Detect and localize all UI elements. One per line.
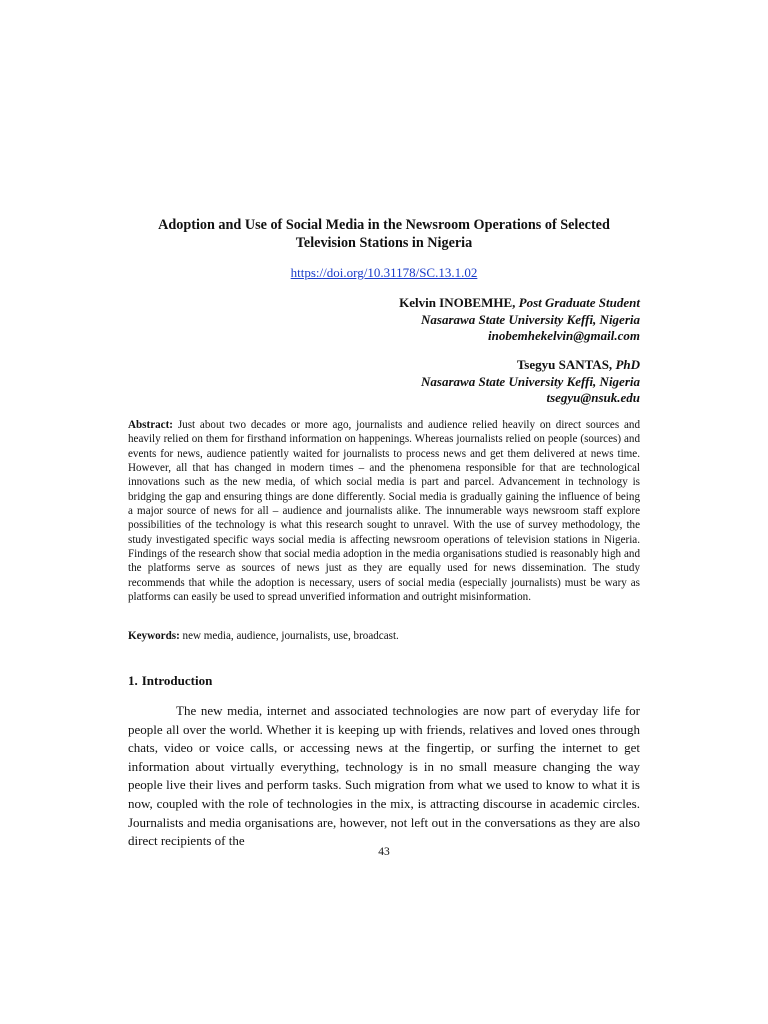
page-number: 43 [378, 846, 390, 858]
author-role: Post Graduate Student [518, 295, 640, 310]
author-name: Tsegyu SANTAS, [516, 357, 613, 372]
author-email: tsegyu@nsuk.edu [546, 390, 640, 405]
abstract-text: Just about two decades or more ago, journalists and audience relied heavily on direct sources and heavily relied on them for firsthand information on happenings. Whereas journalists relied on people (sources) and events for news, audience patiently waited for journalists to process news and get them delivered at news time. However, all that has changed in modern times – and the phenomena responsible for that are technological innovations such as the new media, of which social media is part and parcel. Advancement in technology is bridging the gap and ensuring things are done differently. Social media is gradually gaining the influence of being a major source of news for all – audience and journalists alike. The innumerable ways newsroom staff explore possibilities of the technology is what this research sought to unravel. With the use of survey methodology, the study investigated specific ways social media is affecting newsroom operations of television stations in Nigeria. Findings of the research show that social media adoption in the media organisations studied is reasonably high and the platforms serve as sources of news just as they are equally used for news dissemination. The study recommends that while the adoption is necessary, users of social media (especially journalists) must be wary as platforms can easily be used to spread unverified information and outright misinformation. [128, 419, 640, 604]
author-affiliation: Nasarawa State University Keffi, Nigeria [421, 311, 640, 327]
author-email: inobemhekelvin@gmail.com [487, 328, 640, 343]
paper-title-line-2: Television Stations in Nigeria [295, 235, 473, 251]
author-block-1 [399, 295, 640, 345]
paper-title [128, 216, 640, 252]
author-block-2 [421, 357, 640, 407]
section-title: Introduction [141, 673, 213, 688]
author-name: Kelvin INOBEMHE, [399, 295, 516, 310]
abstract [128, 418, 640, 604]
paper-title-line-1: Adoption and Use of Social Media in the Newsroom Operations of Selected [158, 217, 610, 233]
doi-link[interactable]: https://doi.org/10.31178/SC.13.1.02 [290, 265, 478, 280]
paper-page [128, 0, 640, 1024]
section-heading [128, 673, 216, 689]
keywords-text: new media, audience, journalists, use, broadcast. [182, 630, 399, 642]
abstract-label: Abstract: [128, 419, 173, 431]
introduction-paragraph: The new media, internet and associated technologies are now part of everyday life for people all over the world. Whether it is keeping up with friends, relatives and loved ones through chats, video or voice calls, or accessing news at the fingertip, or surfing the internet to get information about virtually everything, technology is in no small measure changing the way people live their lives and perform tasks. Such migration from what we used to know to what it is now, coupled with the role of technologies in the mix, is attracting discourse in academic circles. Journalists and media organisations are, however, not left out in the conversations as they are also direct recipients of the [128, 703, 640, 849]
doi-line [128, 265, 640, 281]
section-number: 1. [128, 673, 138, 688]
keywords [128, 629, 640, 643]
author-role: PhD [615, 357, 640, 372]
author-affiliation: Nasarawa State University Keffi, Nigeria [421, 373, 640, 389]
keywords-label: Keywords: [128, 630, 180, 642]
